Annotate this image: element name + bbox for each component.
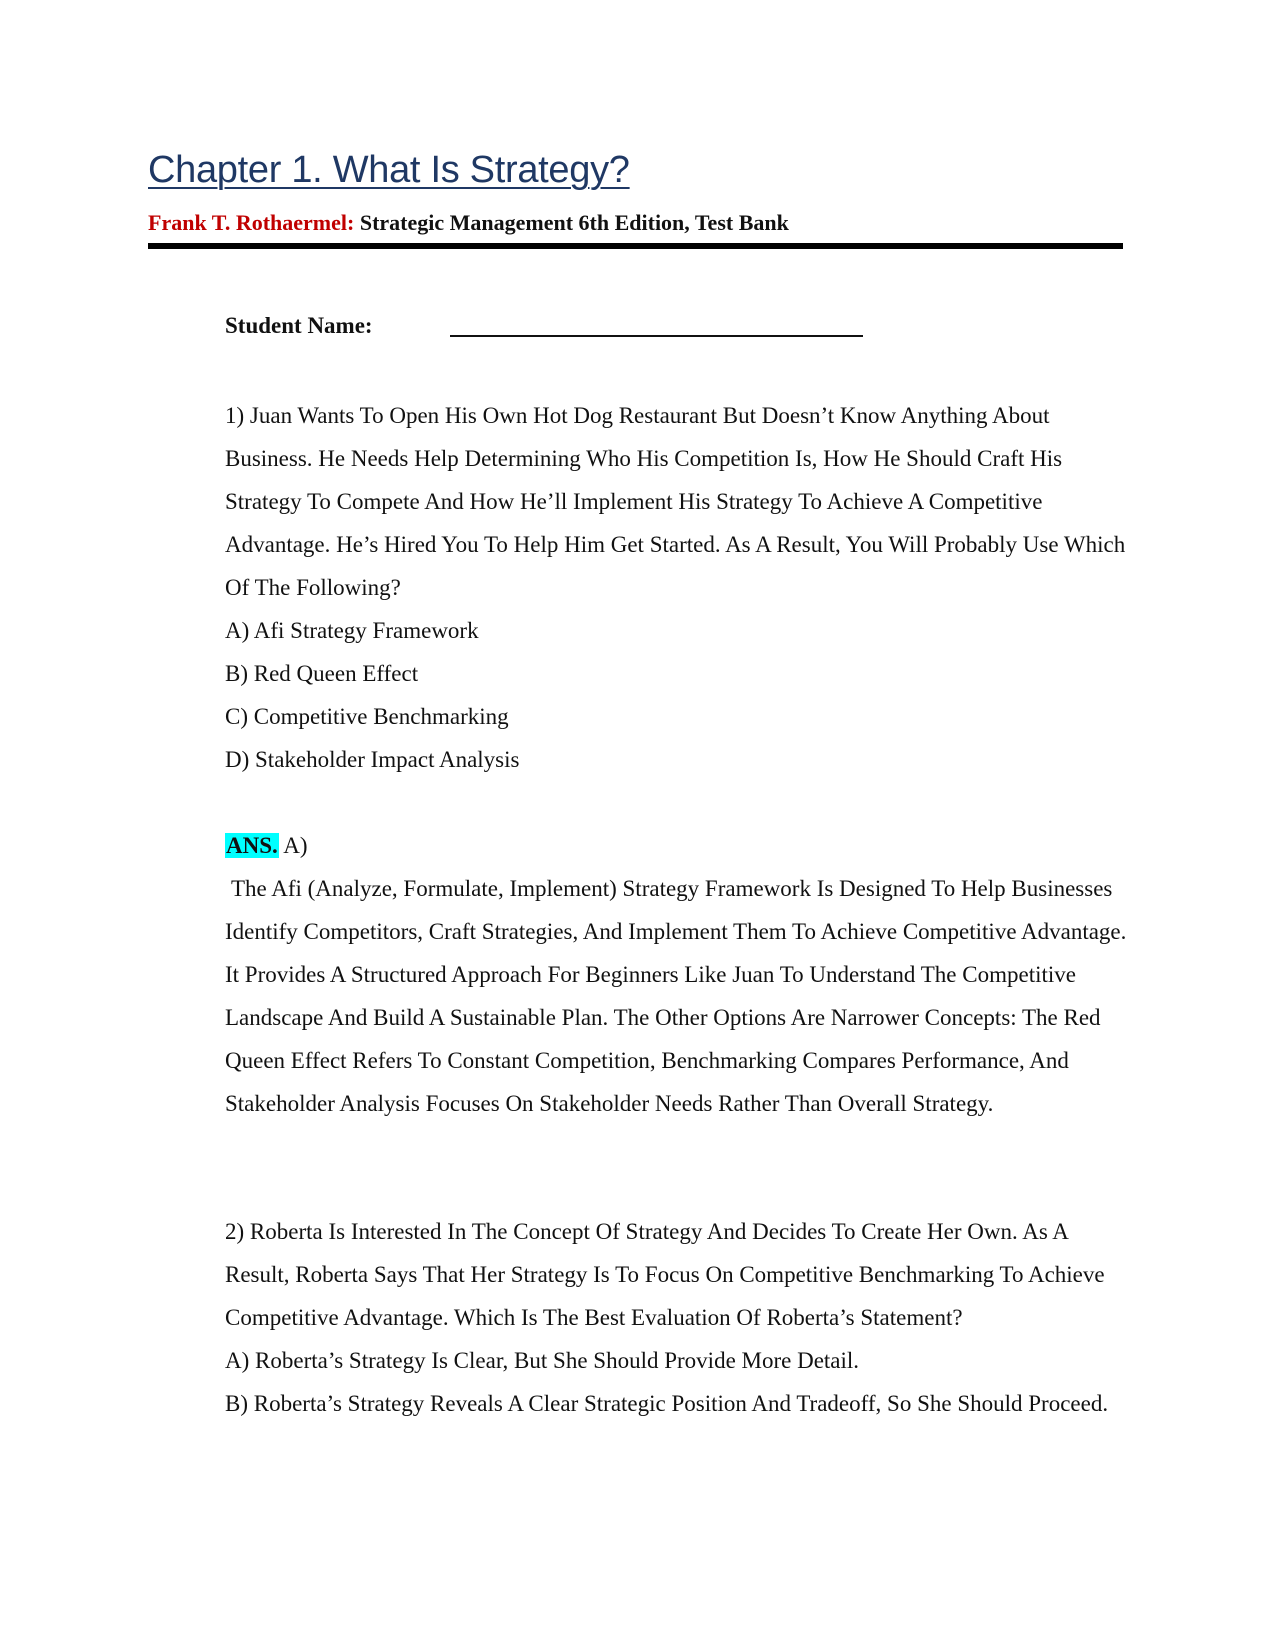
question-1-answer [225,824,1130,1125]
question-1 [225,394,1130,781]
question-2-stem: 2) Roberta Is Interested In The Concept Of Strategy And Decides To Create Her Own. As A Result, Roberta Says That Her Strategy Is To Focus On Competitive Benchmarking To Achieve Competitive Advantage. Which Is The Best Evaluation Of Roberta’s Statement? [225,1219,1105,1330]
student-name-label: Student Name: [225,313,373,338]
author-name: Frank T. Rothaermel: [148,210,355,235]
answer-label: ANS. [226,833,278,858]
answer-value: A) [283,833,308,858]
question-2-option-b: B) Roberta’s Strategy Reveals A Clear Strategic Position And Tradeoff, So She Should Proceed. [225,1391,1109,1416]
student-name-blank-line [450,335,863,337]
answer-explanation: The Afi (Analyze, Formulate, Implement) Strategy Framework Is Designed To Help Businesses Identify Competitors, Craft Strategies, And Implement Them To Achieve Competitive Advantage. It Provides A Structured Approach For Beginners Like Juan To Understand The Competitive Landscape And Build A Sustainable Plan. The Other Options Are Narrower Concepts: The Red Queen Effect Refers To Constant Competition, Benchmarking Compares Performance, And Stakeholder Analysis Focuses On Stakeholder Needs Rather Than Overall Strategy. [225,876,1127,1116]
question-2-option-a: A) Roberta’s Strategy Is Clear, But She Should Provide More Detail. [225,1348,860,1373]
question-1-option-c: C) Competitive Benchmarking [225,704,509,729]
student-name-row [225,313,863,339]
question-1-stem: 1) Juan Wants To Open His Own Hot Dog Restaurant But Doesn’t Know Anything About Business. He Needs Help Determining Who His Competition Is, How He Should Craft His Strategy To Compete And How He’ll Implement His Strategy To Achieve A Competitive Advantage. He’s Hired You To Help Him Get Started. As A Result, You Will Probably Use Which Of The Following? [225,403,1126,600]
question-1-option-b: B) Red Queen Effect [225,661,419,686]
book-subtitle [148,210,789,236]
question-1-option-d: D) Stakeholder Impact Analysis [225,747,520,772]
book-title: Strategic Management 6th Edition, Test Bank [359,210,789,235]
question-2 [225,1210,1130,1425]
answer-line [225,824,1130,867]
question-1-option-a: A) Afi Strategy Framework [225,618,479,643]
title-divider [148,243,1123,249]
chapter-title: Chapter 1. What Is Strategy? [148,149,630,191]
